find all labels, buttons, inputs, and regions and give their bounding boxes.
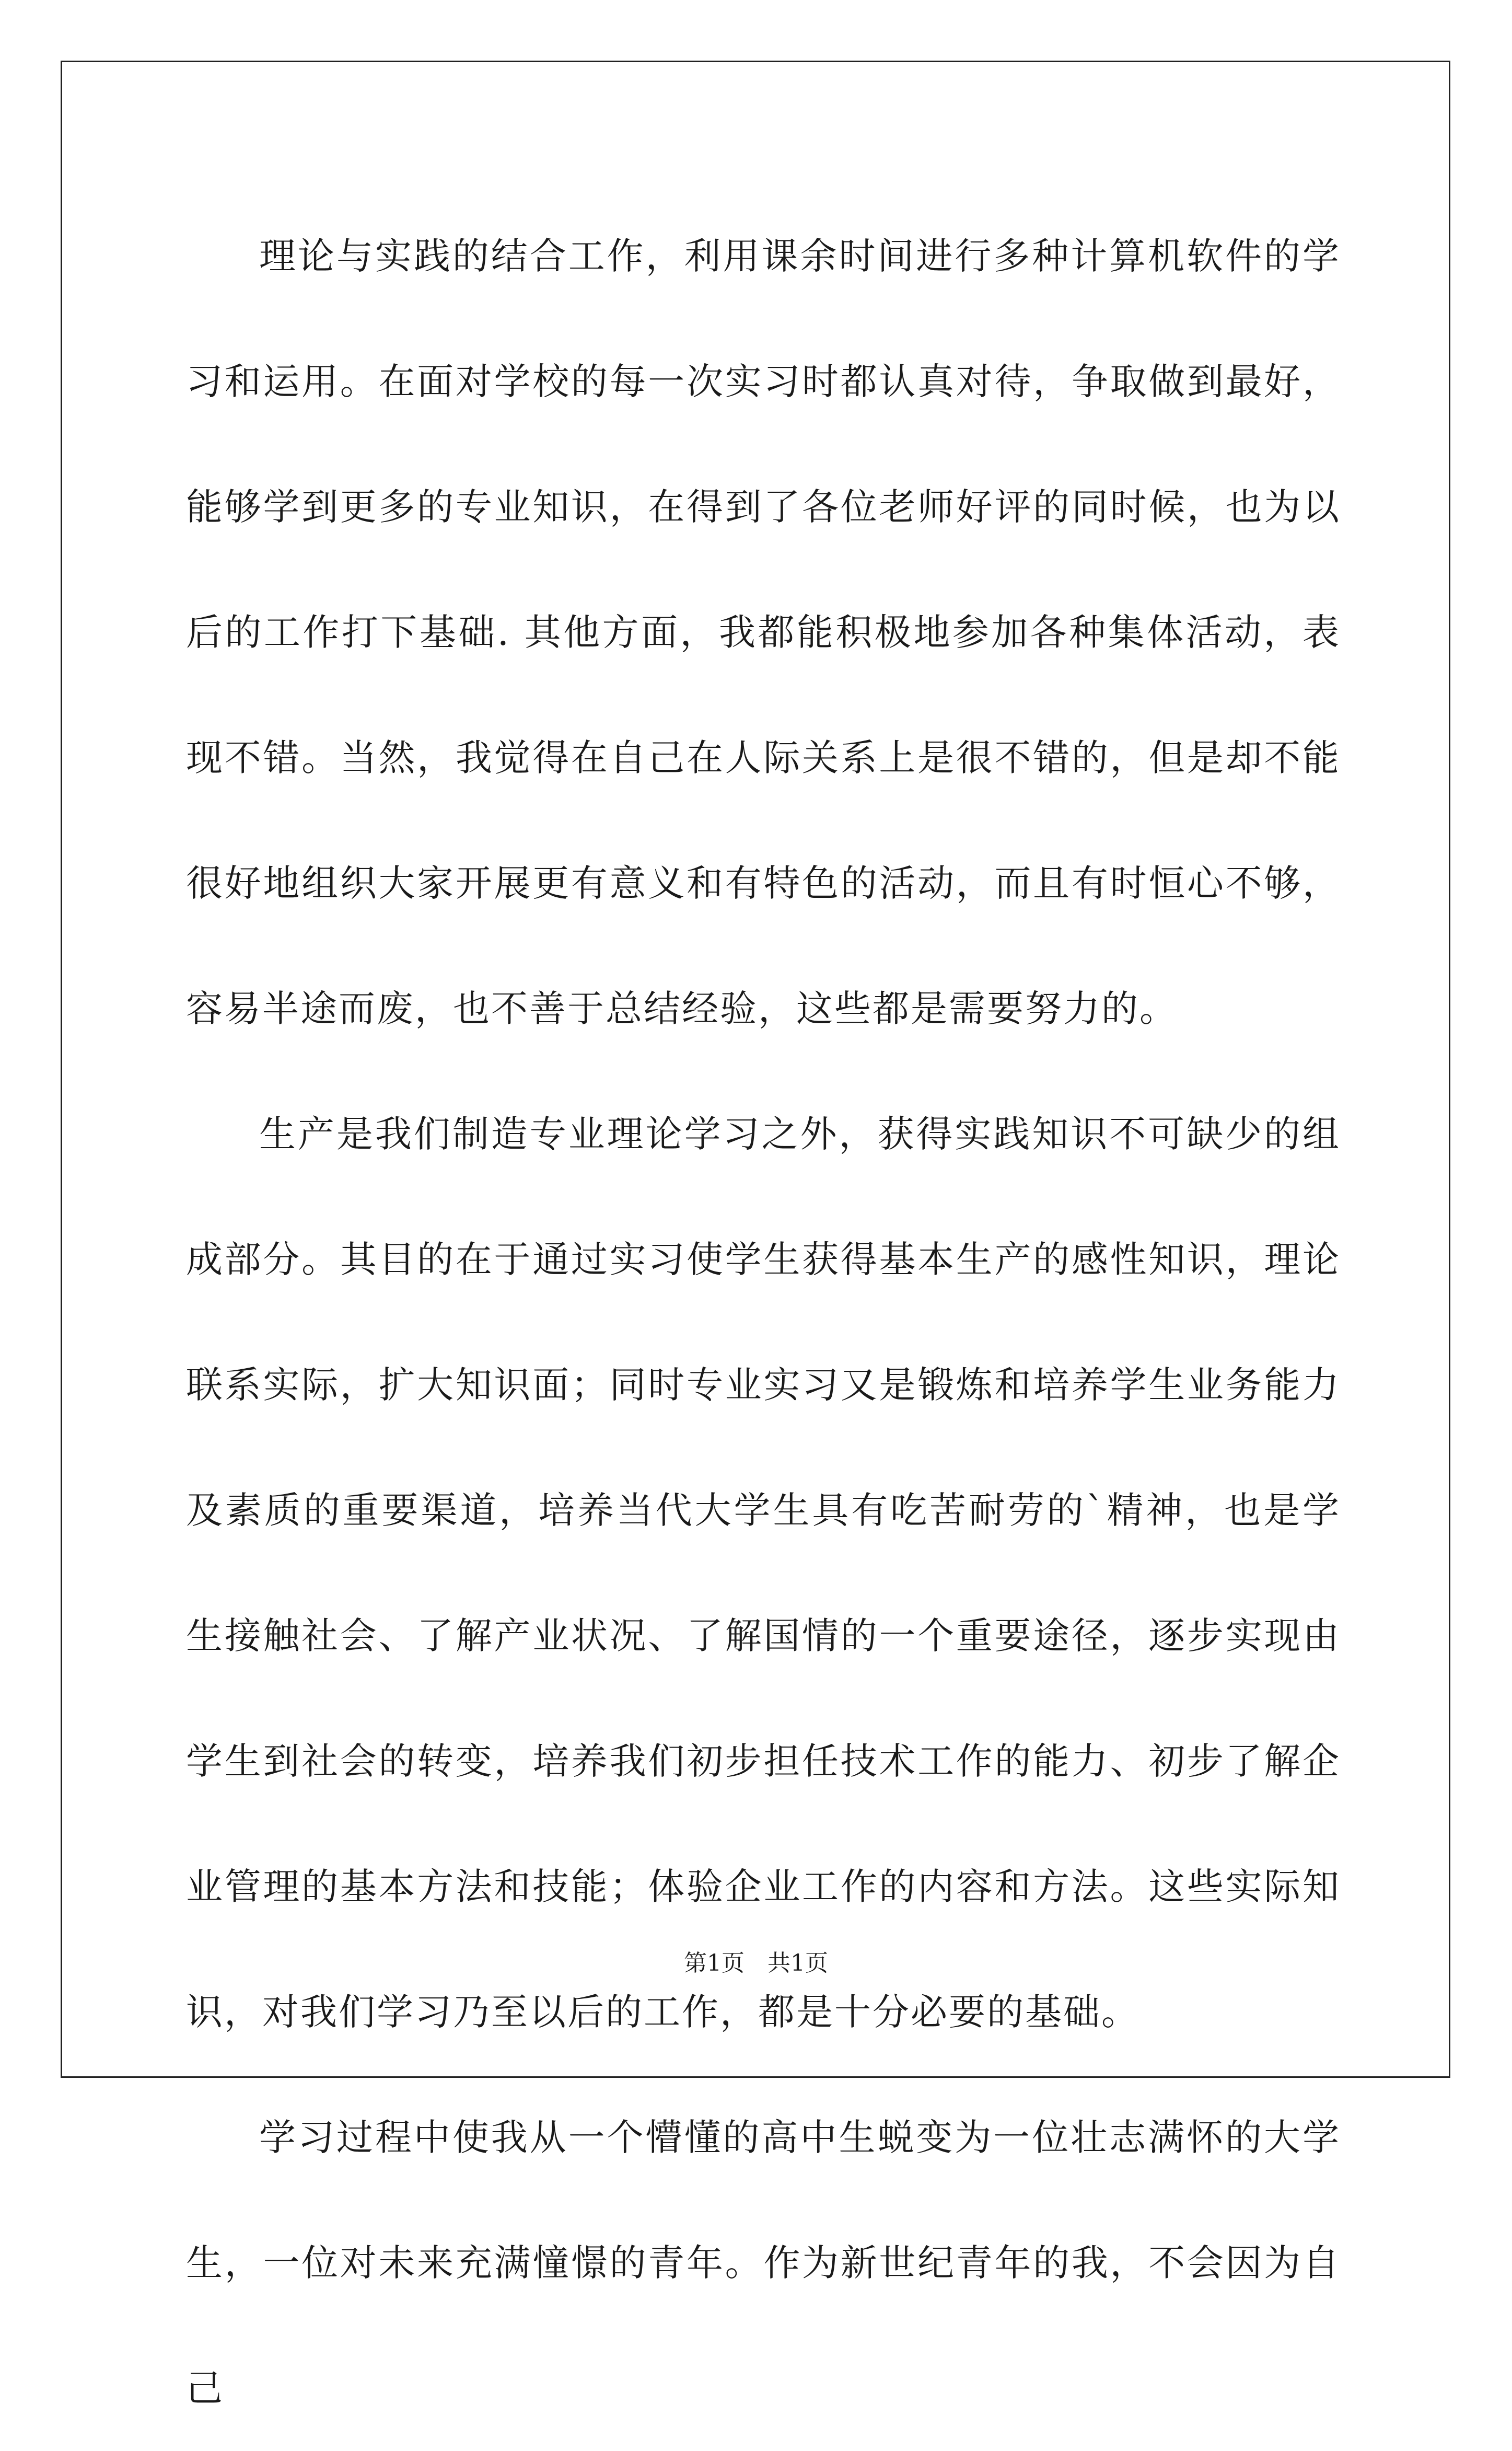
paragraph-2: 生产是我们制造专业理论学习之外，获得实践知识不可缺少的组成部分。其目的在于通过实习使学生获得基本生产的感性知识，理论联系实际，扩大知识面；同时专业实习又是锻炼和培养学生业务能力及素质的重要渠道，培养当代大学生具有吃苦耐劳的`精神，也是学生接触社会、了解产业状况、了解国情的一个重要途径，逐步实现由学生到社会的转变，培养我们初步担任技术工作的能力、初步了解企业管理的基本方法和技能；体验企业工作的内容和方法。这些实际知识，对我们学习乃至以后的工作，都是十分必要的基础。 (186, 1113, 1341, 2033)
page-number-footer: 第1页 共1页 (684, 1950, 828, 1976)
paragraph-1: 理论与实践的结合工作，利用课余时间进行多种计算机软件的学习和运用。在面对学校的每一次实习时都认真对待，争取做到最好，能够学到更多的专业知识，在得到了各位老师好评的同时候，也为以后的工作打下基础. 其他方面，我都能积极地参加各种集体活动，表现不错。当然，我觉得在自己在人际关系上是很不错的，但是却不能很好地组织大家开展更有意义和有特色的活动，而且有时恒心不够，容易半途而废，也不善于总结经验，这些都是需要努力的。 (186, 235, 1341, 1030)
document-body (186, 193, 1341, 2451)
paragraph-3: 学习过程中使我从一个懵懂的高中生蜕变为一位壮志满怀的大学生，一位对未来充满憧憬的青年。作为新世纪青年的我，不会因为自己 (186, 2116, 1341, 2410)
